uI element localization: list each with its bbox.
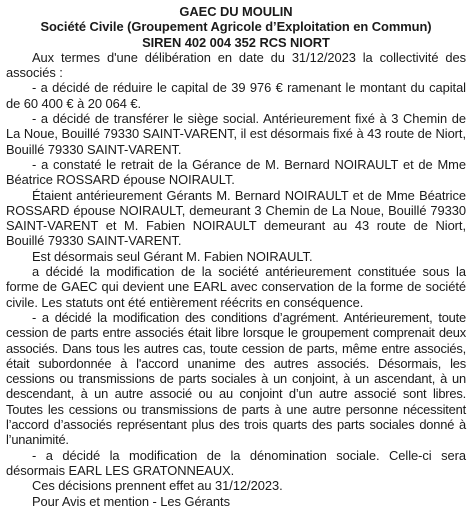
intro-paragraph: Aux termes d'une délibération en date du 31/12/2023 la collectivité des associés : <box>6 49 466 81</box>
company-form-change-paragraph: a décidé la modification de la société antérieurement constituée sous la forme de GAEC qui devient une EARL avec conservation de la forme de société civile. Les statuts ont été entièrement réécrits en conséquence. <box>6 264 466 310</box>
siren-number: SIREN 402 004 352 RCS NIORT <box>142 34 330 50</box>
company-type: Société Civile (Groupement Agricole d’Exploitation en Commun) <box>40 19 432 35</box>
approval-conditions-paragraph: - a décidé la modification des conditions d’agrément. Antérieurement, toute cession de parts entre associés était libre lorsque le groupement comprenait deux associés. Dans tous les autres cas, toute cession de parts, même entre associés, était subordonnée à l'accord unanime des autres associés. Désormais, les cessions ou transmissions de parts sociales à un conjoint, à un ascendant, à un descendant, à un autre associé ou au conjoint d’un autre associé sont libres. Toutes les cessions ou transmissions de parts à une autre personne nécessitent l’accord d’associés représentant plus des trois quarts des parts sociales donné à l’unanimité. <box>6 309 466 448</box>
signature-line: Pour Avis et mention - Les Gérants <box>32 493 230 509</box>
name-change-paragraph: - a décidé la modification de la dénomination sociale. Celle-ci sera désormais EARL LES GRATONNEAUX. <box>6 447 466 478</box>
head-office-transfer-paragraph: - a décidé de transférer le siège social. Antérieurement fixé à 3 Chemin de La Noue, Bouillé 79330 SAINT-VARENT, il est désormais fixé à 43 route de Niort, Bouillé 79330 SAINT-VARENT. <box>6 111 466 157</box>
former-managers-paragraph: Étaient antérieurement Gérants M. Bernard NOIRAULT et de Mme Béatrice ROSSARD épouse NOIRAULT, demeurant 3 Chemin de La Noue, Bouillé 79330 SAINT-VARENT et M. Fabien NOIRAULT demeurant au 43 route de Niort, Bouillé 79330 SAINT-VARENT. <box>6 187 466 249</box>
capital-reduction-paragraph: - a décidé de réduire le capital de 39 976 € ramenant le montant du capital de 60 400 € à 20 064 €. <box>6 80 466 111</box>
sole-manager-paragraph: Est désormais seul Gérant M. Fabien NOIRAULT. <box>32 248 313 264</box>
management-withdrawal-paragraph: - a constaté le retrait de la Gérance de M. Bernard NOIRAULT et de Mme Béatrice ROSSARD épouse NOIRAULT. <box>6 156 466 188</box>
effective-date-paragraph: Ces décisions prennent effet au 31/12/2023. <box>32 478 283 494</box>
company-name: GAEC DU MOULIN <box>179 4 293 19</box>
